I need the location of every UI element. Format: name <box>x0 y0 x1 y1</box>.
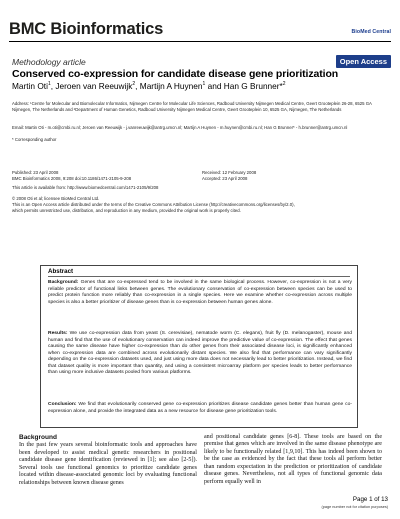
body-text: and positional candidate genes [6-8]. These tools are based on the premise that genes which are involved in the same disease phenotype are likely to be functionally related [1,9,10]. This has indeed been shown to be the case as evidenced by the fact that these tools all perform better than random expectation in the prediction or prioritization of candidate disease genes. Nevertheless, not all types of functional genomic data perform equally well in <box>204 434 382 485</box>
abstract-label: Conclusion: <box>48 402 77 407</box>
publication-info <box>12 170 212 182</box>
affiliation-address: Address: ¹Centre for Molecular and Biomolecular Informatics, Nijmegen Centre for Molecular Life Sciences, Radboud University Nijmegen Medical Centre, Geert Grooteplein 26-28, 6525 GA Nijmegen, The Netherlands and ²Department of Human Genetics, Radboud University Nijmegen Medical Centre, Geert Grooteplein 10, 6525 GA, Nijmegen, The Netherlands <box>12 101 372 112</box>
abstract-box <box>40 265 358 428</box>
citation-line: BMC Bioinformatics 2008, 9:208 doi:10.1186/1471-2105-9-208 <box>12 176 132 181</box>
accepted-date: Accepted: 23 April 2008 <box>202 176 248 181</box>
author-affiliation-mark: 1 <box>47 81 51 88</box>
header-divider <box>9 41 391 42</box>
abstract-divider <box>48 276 350 277</box>
journal-header <box>0 0 400 52</box>
open-access-badge: Open Access <box>336 55 391 68</box>
author-affiliation-mark: 2 <box>132 81 136 88</box>
body-text: In the past few years several bioinformatic tools and approaches have been developed to assist medical genetic researchers in positional candidate disease gene identification (reviewed in [1]; see also [2-5]). Several tools use functional genomics to prioritize candidate genes located within disease-associated genomic loci by evaluating functional relationships between known disease genes <box>19 442 197 486</box>
article-url-line: This article is available from: http://www.biomedcentral.com/1471-2105/9/208 <box>12 185 159 190</box>
abstract-background <box>48 280 352 306</box>
corresponding-note: * Corresponding author <box>12 137 57 142</box>
page-number: Page 1 of 13 <box>352 496 388 503</box>
author-name: and Han G Brunner* <box>205 81 283 91</box>
submission-dates <box>202 170 392 182</box>
body-column-left <box>19 434 197 487</box>
author-list <box>12 81 392 91</box>
abstract-conclusion <box>48 402 352 415</box>
body-column-right <box>204 434 382 486</box>
abstract-text: We use co-expression data from yeast (S. cerevisiae), nematode worm (C. elegans), fruit fly (D. melanogaster), mouse and human and find that the use of evolutionary conservation can indeed improve the predictive value of co-expression. The effect that genes causing the same disease have higher co-expression than do other genes from their associated disease loci, is significantly enhanced when co-expression data are combined across evolutionarily distant species. We also find that performance can vary significantly depending on the co-expression datasets used, and just using more data does not necessarily lead to better prioritization. Instead, we find that dataset quality is more important than quantity, and using a consistent microarray platform per species leads to better performance than using more inclusive datasets pooled from various platforms. <box>48 331 352 376</box>
journal-name: BMC Bioinformatics <box>9 20 164 38</box>
article-title: Conserved co-expression for candidate disease gene prioritization <box>12 68 339 80</box>
published-date: Published: 23 April 2008 <box>12 170 59 175</box>
author-name: , Jeroen van Reeuwijk <box>50 81 133 91</box>
copyright-notice <box>12 196 388 214</box>
abstract-text: We find that evolutionarily conserved gene co-expression prioritizes disease candidate genes better than human gene co-expression alone, and provide the integrated data as a new resource for disease gene prioritization tools. <box>48 402 352 414</box>
license-line: This is an Open Access article distributed under the terms of the Creative Commons Attribution License (http://creativecommons.org/licenses/by/2.0), <box>12 202 295 207</box>
abstract-label: Background: <box>48 280 79 285</box>
author-emails: Email: Martin Oti - m.oti@cmbi.ru.nl; Jeroen van Reeuwijk - j.vanreeuwijk@antrg.umcn.nl; Martijn A Huynen - m.huynen@cmbi.ru.nl; Han G Brunner* - h.brunner@antrg.umcn.nl <box>12 125 348 130</box>
publisher-logo: BioMed Central <box>351 29 391 35</box>
section-heading: Background <box>19 434 57 441</box>
abstract-text: Genes that are co-expressed tend to be involved in the same biological process. However, co-expression is not a very reliable predictor of functional links between genes. The evolutionary conservation of co-expression between species can be used to predict protein function more reliably than co-expression in a single species. Here we examine whether co-expression across multiple species is also a better prioritizer of disease genes than is co-expression between human genes alone. <box>48 280 352 305</box>
author-affiliation-mark: 2 <box>282 81 286 88</box>
license-line: which permits unrestricted use, distribution, and reproduction in any medium, provided the original work is properly cited. <box>12 208 241 213</box>
abstract-heading: Abstract <box>48 268 74 275</box>
author-name: , Martijn A Huynen <box>135 81 203 91</box>
abstract-results <box>48 331 352 377</box>
received-date: Received: 12 February 2008 <box>202 170 257 175</box>
page-number-note: (page number not for citation purposes) <box>321 505 388 509</box>
article-type: Methodology article <box>12 57 86 67</box>
abstract-label: Results: <box>48 331 68 336</box>
copyright-line: © 2008 Oti et al; licensee BioMed Central Ltd. <box>12 196 100 201</box>
author-affiliation-mark: 1 <box>202 81 206 88</box>
author-name: Martin Oti <box>12 81 48 91</box>
